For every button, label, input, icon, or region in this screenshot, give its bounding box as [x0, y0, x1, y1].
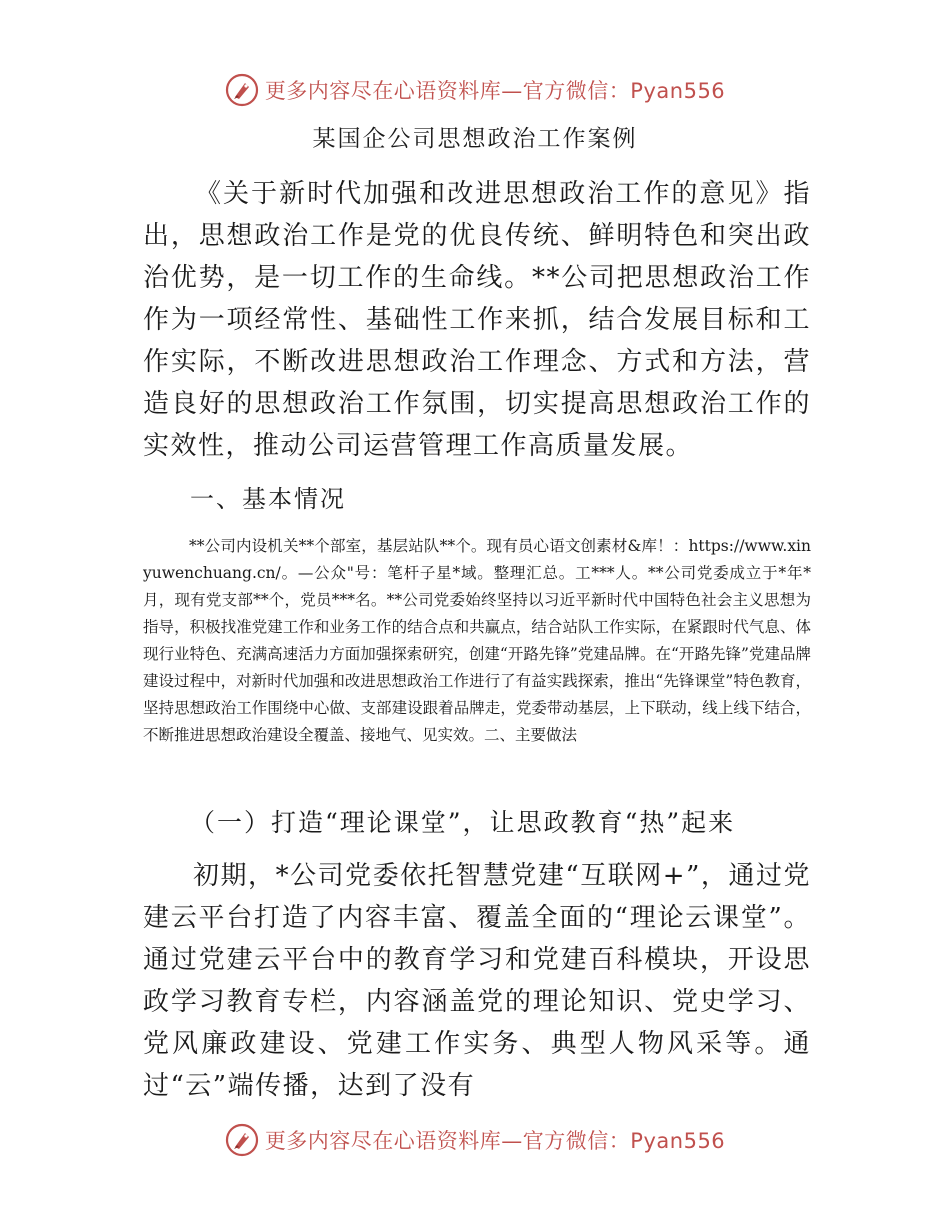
- header-banner: [0, 70, 950, 110]
- footer-banner: [0, 1120, 950, 1160]
- banner-text: 更多内容尽在心语资料库—官方微信：Pyan556: [264, 79, 726, 103]
- section-heading-basic-situation: 一、基本情况: [190, 485, 346, 513]
- basic-situation-paragraph: **公司内设机关**个部室，基层站队**个。现有员心语文创素材&库！：https://www.xinyuwenchuang.cn/。—公众"号：笔杆子星*域。整理汇总。工***人。**公司党委成立于*年*月，现有党支部**个，党员***名。**公司党委始终坚持以习近平新时代中国特色社会主义思想为指导，积极找准党建工作和业务工作的结合点和共赢点，结合站队工作实际，在紧跟时代气息、体现行业特色、充满高速活力方面加强探索研究，创建“开路先锋”党建品牌。在“开路先锋”党建品牌建设过程中，对新时代加强和改进思想政治工作进行了有益实践探索，推出“先锋课堂”特色教育，坚持思想政治工作围绕中心做、支部建设跟着品牌走，党委带动基层，上下联动，线上线下结合，不断推进思想政治建设全覆盖、接地气、见实效。二、主要做法: [143, 537, 811, 744]
- banner-text: 更多内容尽在心语资料库—官方微信：Pyan556: [264, 1129, 726, 1153]
- pen-nib-icon: [225, 1123, 259, 1157]
- intro-paragraph: 《关于新时代加强和改进思想政治工作的意见》指出，思想政治工作是党的优良传统、鲜明特色和突出政治优势，是一切工作的生命线。**公司把思想政治工作作为一项经常性、基础性工作来抓，结合发展目标和工作实际，不断改进思想政治工作理念、方式和方法，营造良好的思想政治工作氛围，切实提高思想政治工作的实效性，推动公司运营管理工作高质量发展。: [143, 179, 811, 461]
- subsection-heading-theory-classroom: （一）打造“理论课堂”，让思政教育“热”起来: [190, 808, 736, 837]
- theory-classroom-paragraph: 初期，*公司党委依托智慧党建“互联网+”，通过党建云平台打造了内容丰富、覆盖全面的“理论云课堂”。通过党建云平台中的教育学习和党建百科模块，开设思政学习教育专栏，内容涵盖党的理论知识、党史学习、党风廉政建设、党建工作实务、典型人物风采等。通过“云”端传播，达到了没有: [143, 861, 811, 1101]
- pen-nib-icon: [225, 73, 259, 107]
- document-title: 某国企公司思想政治工作案例: [312, 126, 638, 152]
